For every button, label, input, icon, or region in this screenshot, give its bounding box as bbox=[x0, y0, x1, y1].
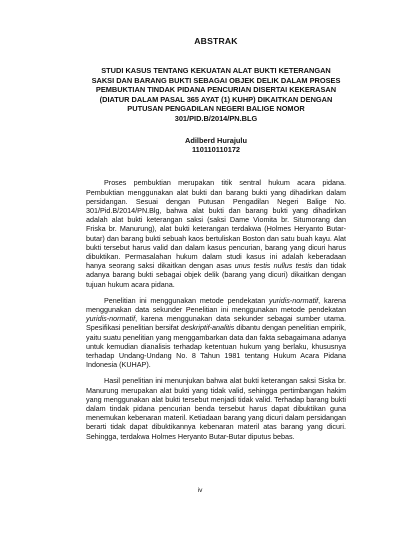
title-line: (DIATUR DALAM PASAL 365 AYAT (1) KUHP) DIKAITKAN DENGAN bbox=[99, 94, 333, 104]
paragraph-italic-text: unus testis nullus testis bbox=[234, 261, 313, 271]
abstract-paragraph-2 bbox=[86, 296, 346, 370]
abstract-paragraph-1 bbox=[86, 178, 346, 288]
title-line: PEMBUKTIAN TINDAK PIDANA PENCURIAN DISERTAI KEKERASAN bbox=[95, 85, 337, 95]
title-line: STUDI KASUS TENTANG KEKUATAN ALAT BUKTI KETERANGAN bbox=[101, 66, 331, 75]
paragraph-text: Penelitian ini menggunakan metode pendekatan bbox=[104, 295, 270, 305]
page-heading: ABSTRAK bbox=[194, 36, 238, 46]
title-line: SAKSI DAN BARANG BUKTI SEBAGAI OBJEK DELIK DALAM PROSES bbox=[91, 75, 341, 85]
paragraph-text: , karena menggunakan data sekunder sebagai sumber utama. Spesifikasi penelitian bersifat bbox=[86, 314, 346, 333]
author-id: 110110110172 bbox=[191, 144, 241, 154]
author-name: Adilberd Hurajulu bbox=[184, 135, 247, 145]
paragraph-text: Hasil penelitian ini menunjukan bahwa alat bukti keterangan saksi Siska br. Manurung merupakan alat bukti yang tidak valid, sehingga pertimbangan hakim yang menggunakan alat bukti tersebut menjadi tidak valid. Terhadap barang bukti dalam tindak pidana pencurian benda tersebut harus dapat dibuktikan guna menemukan kebenaran materil. Ketiadaan barang yang dicuri dalam persidangan berarti tidak dapat dibuktikannya kebenaran materil atas barang yang dicuri. Sehingga, terdakwa Holmes Heryanto Butar-Butar diputus bebas. bbox=[86, 376, 346, 441]
abstract-paragraph-3 bbox=[86, 376, 346, 440]
paragraph-italic-text: yuridis-normatif bbox=[86, 314, 136, 324]
title-line: 301/PID.B/2014/PN.BLG bbox=[174, 113, 258, 123]
paragraph-text: Proses pembuktian merupakan titik sentral hukum acara pidana. Pembuktian menggunakan alat bukti dan barang bukti yang dihadirkan dalam persidangan. Sesuai dengan Putusan Pengadilan Negeri Balige No. 301/Pid.B/2014/PN.Blg, bahwa alat bukti dan barang bukti yang dihadirkan adalah alat bukti keterangan saksi (saksi Dame Viomita br. Situmorang dan Friska br. Manurung), alat bukti keterangan terdakwa (Holmes Heryanto Butar-butar) dan barang bukti sebuah kaos bertuliskan Boston dan satu buah kayu. Alat bukti tersebut harus valid dan dalam kasus pencurian, barang yang dicuri harus dibuktikan. Permasalahan hukum dalam studi kasus ini adalah keberadaan hanya seorang saksi dikaitkan dengan asas bbox=[86, 178, 346, 271]
page-number: iv bbox=[197, 487, 203, 494]
paragraph-italic-text: yuridis-normatif bbox=[269, 295, 319, 305]
thesis-title bbox=[86, 66, 346, 124]
paragraph-text: dan tidak adanya barang bukti sebagai objek delik (barang yang dicuri) dikaitkan dengan tujuan hukum acara pidana. bbox=[86, 261, 346, 289]
author-block bbox=[86, 136, 346, 155]
title-line: PUTUSAN PENGADILAN NEGERI BALIGE NOMOR bbox=[127, 104, 305, 114]
paragraph-text: , karena menggunakan data sekunder Penelitian ini menggunakan metode pendekatan bbox=[86, 295, 346, 315]
paragraph-text: dibantu dengan penelitian empirik, yaitu suatu penelitian yang menggambarkan data dan fakta sebagaimana adanya untuk kemudian dianalisis terhadap ketentuan hukum yang berlaku, khususnya terhadap Undang-Undang No. 8 Tahun 1981 tentang Hukum Acara Pidana Indonesia (KUHAP). bbox=[86, 323, 347, 370]
paragraph-italic-text: deskriptif-analitis bbox=[180, 323, 235, 333]
